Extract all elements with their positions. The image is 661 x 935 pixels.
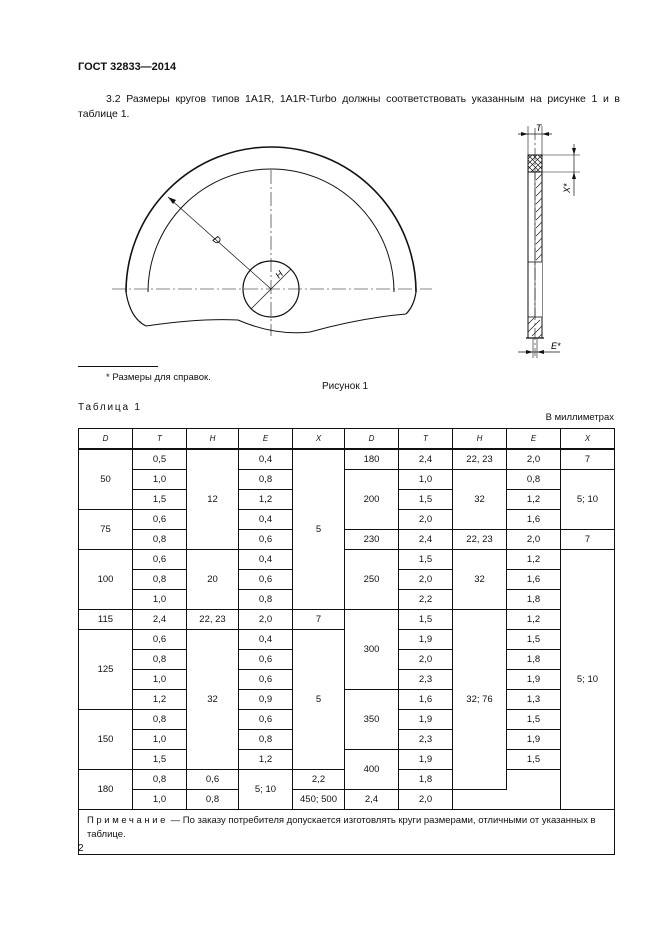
figure-caption: Рисунок 1 <box>322 381 369 392</box>
header-cell: H <box>453 429 507 450</box>
table-row <box>79 790 615 810</box>
dimension-d-label: D <box>209 234 223 248</box>
cell-h: 22, 23 <box>453 530 507 550</box>
cell-e: 1,6 <box>507 570 561 590</box>
cell-h: 32 <box>453 550 507 610</box>
cell-t: 1,9 <box>399 750 453 770</box>
cell-e: 2,0 <box>399 790 453 810</box>
cell-t: 0,8 <box>133 650 187 670</box>
table-row <box>79 690 615 710</box>
table-row <box>79 470 615 490</box>
cell-h: 32 <box>453 470 507 530</box>
cell-t: 0,8 <box>133 770 187 790</box>
cell-e: 1,8 <box>507 590 561 610</box>
cell-t: 2,4 <box>399 449 453 470</box>
cell-t: 1,5 <box>399 550 453 570</box>
intro-paragraph: 3.2 Размеры кругов типов 1A1R, 1A1R-Turbo должны соответствовать указанным на рисунке 1 и в таблице 1. <box>78 93 620 120</box>
cell-x: 5; 10 <box>561 550 615 810</box>
cell-x: 5; 10 <box>561 470 615 530</box>
note-text: — По заказу потребителя допускается изготовлять круги размерами, отличными от указанных в таблице. <box>87 815 596 840</box>
dimension-x-arrow-top <box>572 148 576 155</box>
header-cell: H <box>187 429 239 450</box>
cell-e: 0,6 <box>239 710 293 730</box>
cell-t: 1,9 <box>399 710 453 730</box>
cell-e: 0,6 <box>187 770 239 790</box>
cell-t: 0,8 <box>133 530 187 550</box>
footnote-rule <box>78 366 158 367</box>
cell-e: 1,8 <box>507 650 561 670</box>
cell-e: 1,9 <box>507 730 561 750</box>
cell-d: 450; 500 <box>293 790 345 810</box>
cell-e: 0,6 <box>239 670 293 690</box>
cell-x: 5 <box>293 630 345 770</box>
cell-e: 0,9 <box>239 690 293 710</box>
cell-t: 0,8 <box>133 570 187 590</box>
cell-t: 2,4 <box>133 610 187 630</box>
cell-d: 250 <box>345 550 399 610</box>
cell-e: 1,2 <box>507 490 561 510</box>
cell-e: 0,8 <box>239 470 293 490</box>
cell-d: 150 <box>79 710 133 770</box>
cell-t: 2,4 <box>345 790 399 810</box>
document-code: ГОСТ 32833—2014 <box>78 61 177 73</box>
cell-t: 2,2 <box>293 770 345 790</box>
cell-x: 7 <box>293 610 345 630</box>
cell-e: 2,0 <box>239 610 293 630</box>
cell-e: 0,6 <box>239 530 293 550</box>
table-header-row <box>79 429 615 450</box>
table-label: Таблица 1 <box>78 402 142 413</box>
side-hatch <box>536 174 542 260</box>
header-cell: D <box>345 429 399 450</box>
cell-d: 180 <box>79 770 133 810</box>
cell-e: 0,8 <box>239 730 293 750</box>
cell-e: 1,5 <box>507 750 561 770</box>
wheel-drawing <box>0 0 661 400</box>
cell-d: 200 <box>345 470 399 530</box>
cell-h: 12 <box>187 449 239 550</box>
hole-fill <box>536 262 542 317</box>
header-cell: E <box>239 429 293 450</box>
cell-e: 2,0 <box>507 449 561 470</box>
cell-e: 1,5 <box>507 710 561 730</box>
table-row <box>79 750 615 770</box>
cell-d: 350 <box>345 690 399 750</box>
cell-h: 32 <box>187 630 239 770</box>
cell-t: 0,6 <box>133 550 187 570</box>
cell-t: 2,0 <box>399 650 453 670</box>
dimension-e-label: E* <box>551 341 561 351</box>
cell-t: 2,3 <box>399 730 453 750</box>
cell-e: 0,8 <box>239 590 293 610</box>
cell-d: 400 <box>345 750 399 790</box>
page-number: 2 <box>78 843 84 854</box>
cell-t: 0,8 <box>133 710 187 730</box>
cell-d: 50 <box>79 449 133 510</box>
header-cell: T <box>133 429 187 450</box>
header-cell: X <box>293 429 345 450</box>
table-row <box>79 550 615 570</box>
dimension-x-arrow-bottom <box>572 172 576 179</box>
cell-e: 1,5 <box>507 630 561 650</box>
cell-d: 100 <box>79 550 133 610</box>
cell-e: 0,4 <box>239 550 293 570</box>
cell-h: 22, 23 <box>187 610 239 630</box>
cell-e: 0,4 <box>239 630 293 650</box>
cell-x: 5 <box>293 449 345 610</box>
cell-e: 0,8 <box>187 790 239 810</box>
cell-e: 2,0 <box>507 530 561 550</box>
cell-t: 1,5 <box>399 490 453 510</box>
cell-t: 0,6 <box>133 510 187 530</box>
cell-t: 2,0 <box>399 570 453 590</box>
cell-d: 75 <box>79 510 133 550</box>
cell-t: 1,0 <box>133 670 187 690</box>
cell-x: 7 <box>561 530 615 550</box>
dimension-h-label: H <box>273 268 286 281</box>
cell-x: 7 <box>561 449 615 470</box>
note-title: Примечание <box>87 815 168 826</box>
cell-d: 115 <box>79 610 133 630</box>
cell-e: 1,2 <box>239 490 293 510</box>
cell-t: 2,4 <box>399 530 453 550</box>
header-cell: D <box>79 429 133 450</box>
cell-t: 0,6 <box>133 630 187 650</box>
cell-t: 1,0 <box>133 730 187 750</box>
cell-e: 0,4 <box>239 449 293 470</box>
cell-e: 1,3 <box>507 690 561 710</box>
wheel-outer-arc-right <box>406 292 416 314</box>
footnote: * Размеры для справок. <box>106 372 211 383</box>
table-note-row <box>79 810 615 855</box>
cell-t: 2,0 <box>399 510 453 530</box>
cell-e: 1,6 <box>507 510 561 530</box>
cell-e: 0,8 <box>507 470 561 490</box>
cell-h: 20 <box>187 550 239 610</box>
header-cell: E <box>507 429 561 450</box>
cell-x: 5; 10 <box>239 770 293 810</box>
cell-t: 1,6 <box>399 690 453 710</box>
cell-e: 0,4 <box>239 510 293 530</box>
cell-t: 1,0 <box>133 590 187 610</box>
cell-e: 1,2 <box>507 610 561 630</box>
cell-e: 0,6 <box>239 570 293 590</box>
dimension-t-arrow-right <box>542 132 549 136</box>
cell-e: 1,2 <box>507 550 561 570</box>
wheel-outer-arc-cont <box>126 292 146 326</box>
dimension-t-label: T <box>536 123 542 133</box>
cell-h: 22, 23 <box>453 449 507 470</box>
cell-t: 1,5 <box>399 610 453 630</box>
cell-t: 1,5 <box>133 490 187 510</box>
cell-h: 32; 76 <box>453 610 507 790</box>
cell-d: 125 <box>79 630 133 710</box>
dimension-d-line <box>168 197 271 289</box>
cell-d: 300 <box>345 610 399 690</box>
dimension-t-arrow-left <box>521 132 528 136</box>
cell-t: 1,2 <box>133 690 187 710</box>
cell-t: 1,0 <box>133 470 187 490</box>
cell-t: 2,3 <box>399 670 453 690</box>
table-note <box>79 810 615 855</box>
cell-t: 1,0 <box>399 470 453 490</box>
cell-t: 0,5 <box>133 449 187 470</box>
dimension-e-arrow-left <box>526 350 533 354</box>
dimensions-table <box>78 428 615 855</box>
header-cell: T <box>399 429 453 450</box>
dimension-x-label: X* <box>562 183 572 193</box>
cell-e: 1,2 <box>239 750 293 770</box>
cell-t: 1,0 <box>133 790 187 810</box>
cell-t: 2,2 <box>399 590 453 610</box>
cell-t: 1,9 <box>399 630 453 650</box>
cell-e: 1,8 <box>399 770 453 790</box>
cell-e: 1,9 <box>507 670 561 690</box>
dimension-e-arrow-right <box>537 350 544 354</box>
header-cell: X <box>561 429 615 450</box>
cell-t: 1,5 <box>133 750 187 770</box>
cell-d: 230 <box>345 530 399 550</box>
cell-d: 180 <box>345 449 399 470</box>
table-row <box>79 530 615 550</box>
table-row <box>79 449 615 470</box>
cell-e: 0,6 <box>239 650 293 670</box>
table-units: В миллиметрах <box>545 412 614 423</box>
table-row <box>79 610 615 630</box>
